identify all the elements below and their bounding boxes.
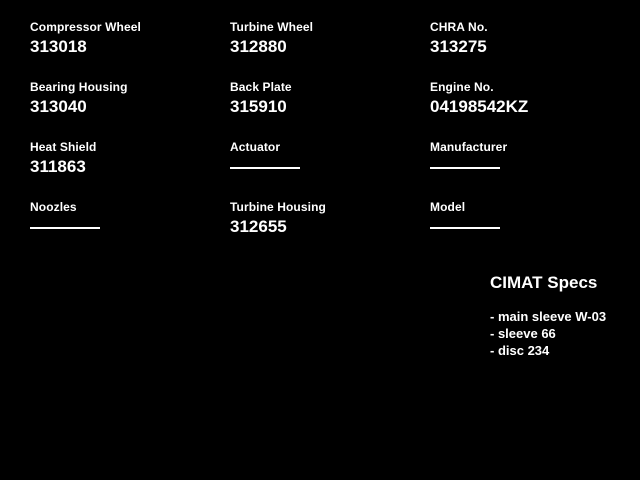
- field-turbine-housing: [230, 200, 430, 260]
- field-label: Turbine Housing: [230, 200, 326, 214]
- empty-value-dash: [430, 167, 500, 169]
- field-label: Actuator: [230, 140, 281, 154]
- field-noozles: [30, 200, 230, 260]
- field-label: Model: [430, 200, 466, 214]
- field-label: Compressor Wheel: [30, 20, 141, 34]
- field-label: Back Plate: [230, 80, 292, 94]
- field-label: CHRA No.: [430, 20, 488, 34]
- field-label: Bearing Housing: [30, 80, 128, 94]
- cimat-specs-list: [490, 308, 606, 359]
- field-model: [430, 200, 630, 260]
- field-label: Turbine Wheel: [230, 20, 314, 34]
- cimat-specs-title: CIMAT Specs: [490, 273, 598, 292]
- field-value: 311863: [30, 157, 86, 176]
- empty-value-dash: [430, 227, 500, 229]
- field-chra-no: [430, 20, 630, 80]
- field-value: 313040: [30, 97, 87, 116]
- field-actuator: [230, 140, 430, 200]
- cimat-spec-item: - disc 234: [490, 343, 550, 358]
- field-back-plate: [230, 80, 430, 140]
- field-value: 315910: [230, 97, 287, 116]
- field-turbine-wheel: [230, 20, 430, 80]
- field-label: Noozles: [30, 200, 77, 214]
- cimat-spec-item: - main sleeve W-03: [490, 309, 607, 324]
- field-engine-no: [430, 80, 630, 140]
- field-value: 313275: [430, 37, 487, 56]
- field-value: 312655: [230, 217, 287, 236]
- cimat-specs-panel: [490, 272, 606, 359]
- empty-value-dash: [230, 167, 300, 169]
- field-label: Manufacturer: [430, 140, 508, 154]
- field-label: Heat Shield: [30, 140, 97, 154]
- field-value: 04198542KZ: [430, 97, 529, 116]
- field-compressor-wheel: [30, 20, 230, 80]
- empty-value-dash: [30, 227, 100, 229]
- field-value: 313018: [30, 37, 87, 56]
- field-heat-shield: [30, 140, 230, 200]
- field-value: 312880: [230, 37, 287, 56]
- field-bearing-housing: [30, 80, 230, 140]
- cimat-spec-item: - sleeve 66: [490, 326, 556, 341]
- field-label: Engine No.: [430, 80, 494, 94]
- field-manufacturer: [430, 140, 630, 200]
- parts-fields-grid: [30, 20, 630, 260]
